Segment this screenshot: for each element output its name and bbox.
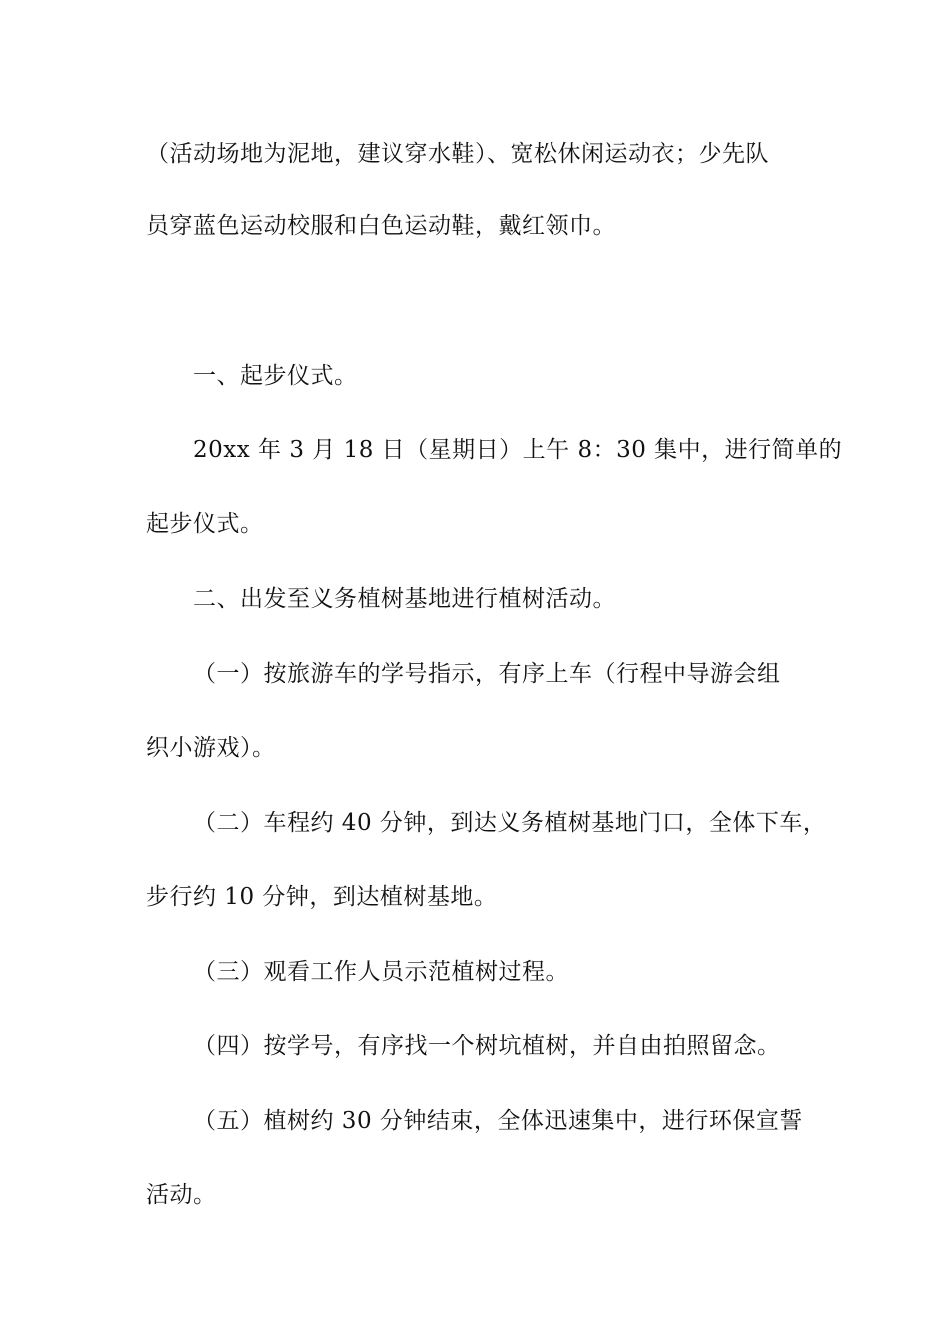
list-item-line: （三）观看工作人员示范植树过程。 <box>193 959 569 985</box>
list-item-line: 活动。 <box>146 1182 217 1208</box>
list-item-line: （四）按学号，有序找一个树坑植树，并自由拍照留念。 <box>193 1033 781 1059</box>
list-item-line: 织小游戏）。 <box>146 735 276 761</box>
section-heading: 一、起步仪式。 <box>193 363 358 389</box>
section-heading: 二、出发至义务植树基地进行植树活动。 <box>193 586 616 612</box>
list-item-line: （五）植树约 30 分钟结束，全体迅速集中，进行环保宣誓 <box>193 1108 803 1134</box>
list-item-line: 步行约 10 分钟，到达植树基地。 <box>146 884 498 910</box>
list-item-line: （二）车程约 40 分钟，到达义务植树基地门口，全体下车， <box>193 810 827 836</box>
list-item-line: （一）按旅游车的学号指示，有序上车（行程中导游会组 <box>193 661 781 687</box>
body-text-line: 员穿蓝色运动校服和白色运动鞋，戴红领巾。 <box>146 213 616 239</box>
body-text-line: 起步仪式。 <box>146 511 264 537</box>
body-text-line: 20xx 年 3 月 18 日（星期日）上午 8：30 集中，进行简单的 <box>193 437 843 463</box>
body-text-line: （活动场地为泥地，建议穿水鞋）、宽松休闲运动衣；少先队 <box>146 141 769 167</box>
